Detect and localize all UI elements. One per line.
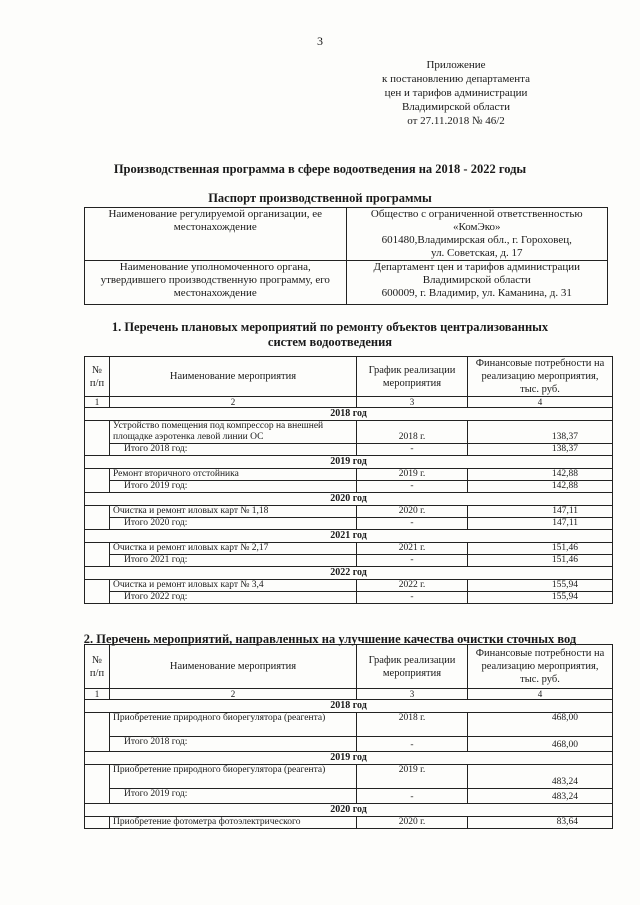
total-value: 147,11 [468,518,613,530]
total-label: Итого 2019 год: [110,789,357,804]
measure-name: Очистка и ремонт иловых карт № 3,4 [110,580,357,592]
column-number-row [85,689,613,700]
measure-value: 483,24 [468,765,613,789]
appendix-line: от 27.11.2018 № 46/2 [407,115,505,127]
appendix-line: Владимирской области [401,101,511,113]
year-label: 2018 год [85,700,613,713]
appendix-block [336,58,576,128]
total-row [85,481,613,493]
table-row [85,713,613,737]
total-dash: - [357,592,468,604]
measure-schedule: 2018 г. [357,421,468,444]
total-label: Итого 2018 год: [110,444,357,456]
year-row [85,567,613,580]
measure-name: Устройство помещения под компрессор на внешней площадке аэротенка левой линии ОС [110,421,357,444]
year-label: 2020 год [85,804,613,817]
total-value: 468,00 [468,737,613,752]
header-num: № п/п [85,357,110,397]
total-value: 138,37 [468,444,613,456]
total-label: Итого 2020 год: [110,518,357,530]
total-value: 483,24 [468,789,613,804]
page-number: 3 [317,34,323,48]
total-value: 142,88 [468,481,613,493]
passport-title: Паспорт производственной программы [208,191,432,205]
passport-value-line: ул. Советская, д. 17 [431,247,523,259]
repair-plan-table [84,356,613,604]
total-dash: - [357,737,468,752]
total-dash: - [357,518,468,530]
section1-title [60,320,600,350]
row-num [85,421,110,456]
measure-value: 468,00 [468,713,613,737]
measure-value: 155,94 [468,580,613,592]
header-finance: Финансовые потребности на реализацию мероприятия, тыс. руб. [468,645,613,689]
row-num [85,506,110,530]
header-schedule: График реализации мероприятия [357,357,468,397]
year-label: 2022 год [85,567,613,580]
measure-name: Приобретение природного биорегулятора (реагента) [110,765,357,789]
column-number: 4 [468,689,613,700]
table-row [85,817,613,829]
measure-name: Ремонт вторичного отстойника [110,469,357,481]
section1-title-line: систем водоотведения [267,335,393,349]
total-dash: - [357,555,468,567]
passport-row [85,261,608,305]
year-label: 2018 год [85,408,613,421]
measure-schedule: 2021 г. [357,543,468,555]
table-row [85,421,613,444]
section1-title-line: 1. Перечень плановых мероприятий по ремонту объектов централизованных [111,320,549,334]
total-value: 151,46 [468,555,613,567]
header-num: № п/п [85,645,110,689]
passport-row [85,208,608,261]
passport-value-line: 601480,Владимирская обл., г. Гороховец, [381,234,572,246]
measure-value: 83,64 [468,817,613,829]
total-row [85,737,613,752]
total-label: Итого 2018 год: [110,737,357,752]
total-row [85,555,613,567]
passport-value-line: Владимирской области [422,274,531,286]
column-number-row [85,397,613,408]
total-label: Итого 2019 год: [110,481,357,493]
year-row [85,408,613,421]
total-dash: - [357,789,468,804]
measure-value: 138,37 [468,421,613,444]
total-label: Итого 2022 год: [110,592,357,604]
table-header-row [85,645,613,689]
passport-value [346,208,608,261]
main-title: Производственная программа в сфере водоотведения на 2018 - 2022 годы [113,162,527,176]
measure-schedule: 2019 г. [357,765,468,789]
passport-value-line: «КомЭко» [452,221,501,233]
appendix-line: к постановлению департамента [382,73,530,85]
row-num [85,765,110,804]
year-row [85,456,613,469]
measure-schedule: 2019 г. [357,469,468,481]
table-row [85,580,613,592]
header-name: Наименование мероприятия [110,645,357,689]
table-row [85,543,613,555]
year-label: 2019 год [85,752,613,765]
section2-title: 2. Перечень мероприятий, направленных на улучшение качества очистки сточных вод [83,632,577,646]
measure-name: Приобретение природного биорегулятора (реагента) [110,713,357,737]
passport-table [84,207,608,305]
measure-schedule: 2020 г. [357,817,468,829]
passport-value-line: 600009, г. Владимир, ул. Каманина, д. 31 [381,287,572,299]
year-row [85,493,613,506]
row-num [85,469,110,493]
total-row [85,592,613,604]
total-row [85,789,613,804]
header-finance: Финансовые потребности на реализацию мероприятия, тыс. руб. [468,357,613,397]
header-schedule: График реализации мероприятия [357,645,468,689]
row-num [85,543,110,567]
year-row [85,700,613,713]
table-row [85,765,613,789]
measure-name: Приобретение фотометра фотоэлектрического [110,817,357,829]
column-number: 4 [468,397,613,408]
header-name: Наименование мероприятия [110,357,357,397]
row-num [85,817,110,829]
table-row [85,469,613,481]
measure-value: 151,46 [468,543,613,555]
measure-schedule: 2020 г. [357,506,468,518]
table-header-row [85,357,613,397]
measure-schedule: 2018 г. [357,713,468,737]
year-label: 2019 год [85,456,613,469]
appendix-line: Приложение [426,59,486,71]
year-label: 2021 год [85,530,613,543]
table-row [85,506,613,518]
passport-label: Наименование регулируемой организации, ее местонахождение [85,208,347,261]
total-label: Итого 2021 год: [110,555,357,567]
year-row [85,752,613,765]
year-row [85,804,613,817]
passport-value-line: Общество с ограниченной ответственностью [370,208,583,220]
passport-value-line: Департамент цен и тарифов администрации [373,261,581,273]
column-number: 2 [110,689,357,700]
year-row [85,530,613,543]
column-number: 3 [357,689,468,700]
total-dash: - [357,444,468,456]
appendix-line: цен и тарифов администрации [384,87,528,99]
total-dash: - [357,481,468,493]
year-label: 2020 год [85,493,613,506]
total-row [85,444,613,456]
row-num [85,713,110,752]
passport-label: Наименование уполномоченного органа, утвердившего производственную программу, его местонахождение [85,261,347,305]
column-number: 2 [110,397,357,408]
column-number: 1 [85,689,110,700]
measure-schedule: 2022 г. [357,580,468,592]
measure-value: 142,88 [468,469,613,481]
measure-name: Очистка и ремонт иловых карт № 1,18 [110,506,357,518]
column-number: 1 [85,397,110,408]
measure-name: Очистка и ремонт иловых карт № 2,17 [110,543,357,555]
column-number: 3 [357,397,468,408]
treatment-quality-table [84,644,613,829]
measure-value: 147,11 [468,506,613,518]
total-row [85,518,613,530]
total-value: 155,94 [468,592,613,604]
passport-value [346,261,608,305]
row-num [85,580,110,604]
